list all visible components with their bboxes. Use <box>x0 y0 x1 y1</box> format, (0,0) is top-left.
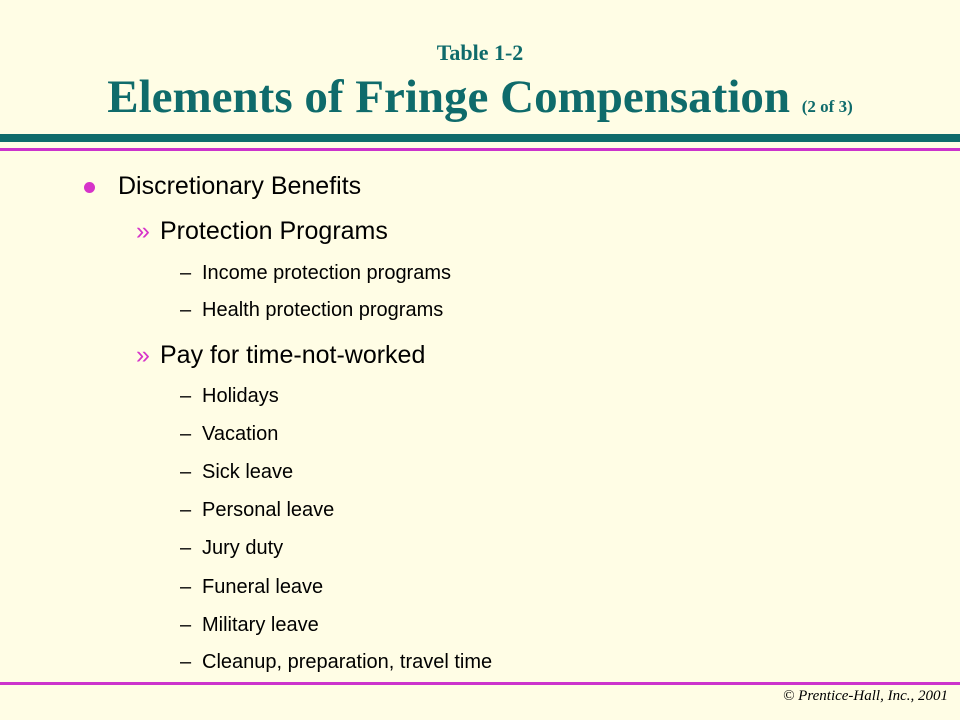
outline-l3-item: Income protection programs <box>202 262 452 284</box>
round-bullet-icon <box>84 182 95 193</box>
copyright-notice: © Prentice-Hall, Inc., 2001 <box>783 688 948 704</box>
sub-bullet-marker: » <box>136 217 150 245</box>
outline-l2-time-not-worked: Pay for time-not-worked <box>160 341 426 369</box>
dash-marker: – <box>180 262 192 284</box>
outline-l3-item: Funeral leave <box>202 576 324 598</box>
slide-part-indicator: (2 of 3) <box>801 97 853 116</box>
outline-l3-item: Cleanup, preparation, travel time <box>202 651 493 673</box>
dash-marker: – <box>180 537 192 559</box>
dash-marker: – <box>180 385 192 407</box>
outline-l1-item: Discretionary Benefits <box>118 172 362 200</box>
slide-title-text: Elements of Fringe Compensation <box>107 71 791 123</box>
dash-marker: – <box>180 651 192 673</box>
outline-l3-item: Personal leave <box>202 499 335 521</box>
dash-marker: – <box>180 423 192 445</box>
footer-divider-pink <box>0 682 960 685</box>
dash-marker: – <box>180 499 192 521</box>
outline-l3-item: Health protection programs <box>202 299 444 321</box>
dash-marker: – <box>180 461 192 483</box>
outline-l3-item: Vacation <box>202 423 279 445</box>
outline-l3-item: Sick leave <box>202 461 294 483</box>
dash-marker: – <box>180 614 192 636</box>
outline-l3-item: Jury duty <box>202 537 284 559</box>
outline-l2-protection: Protection Programs <box>160 217 388 245</box>
outline-l3-item: Military leave <box>202 614 319 636</box>
dash-marker: – <box>180 576 192 598</box>
outline-l3-item: Holidays <box>202 385 279 407</box>
dash-marker: – <box>180 299 192 321</box>
slide-subtitle: Table 1-2 <box>436 40 524 65</box>
sub-bullet-marker: » <box>136 341 150 369</box>
